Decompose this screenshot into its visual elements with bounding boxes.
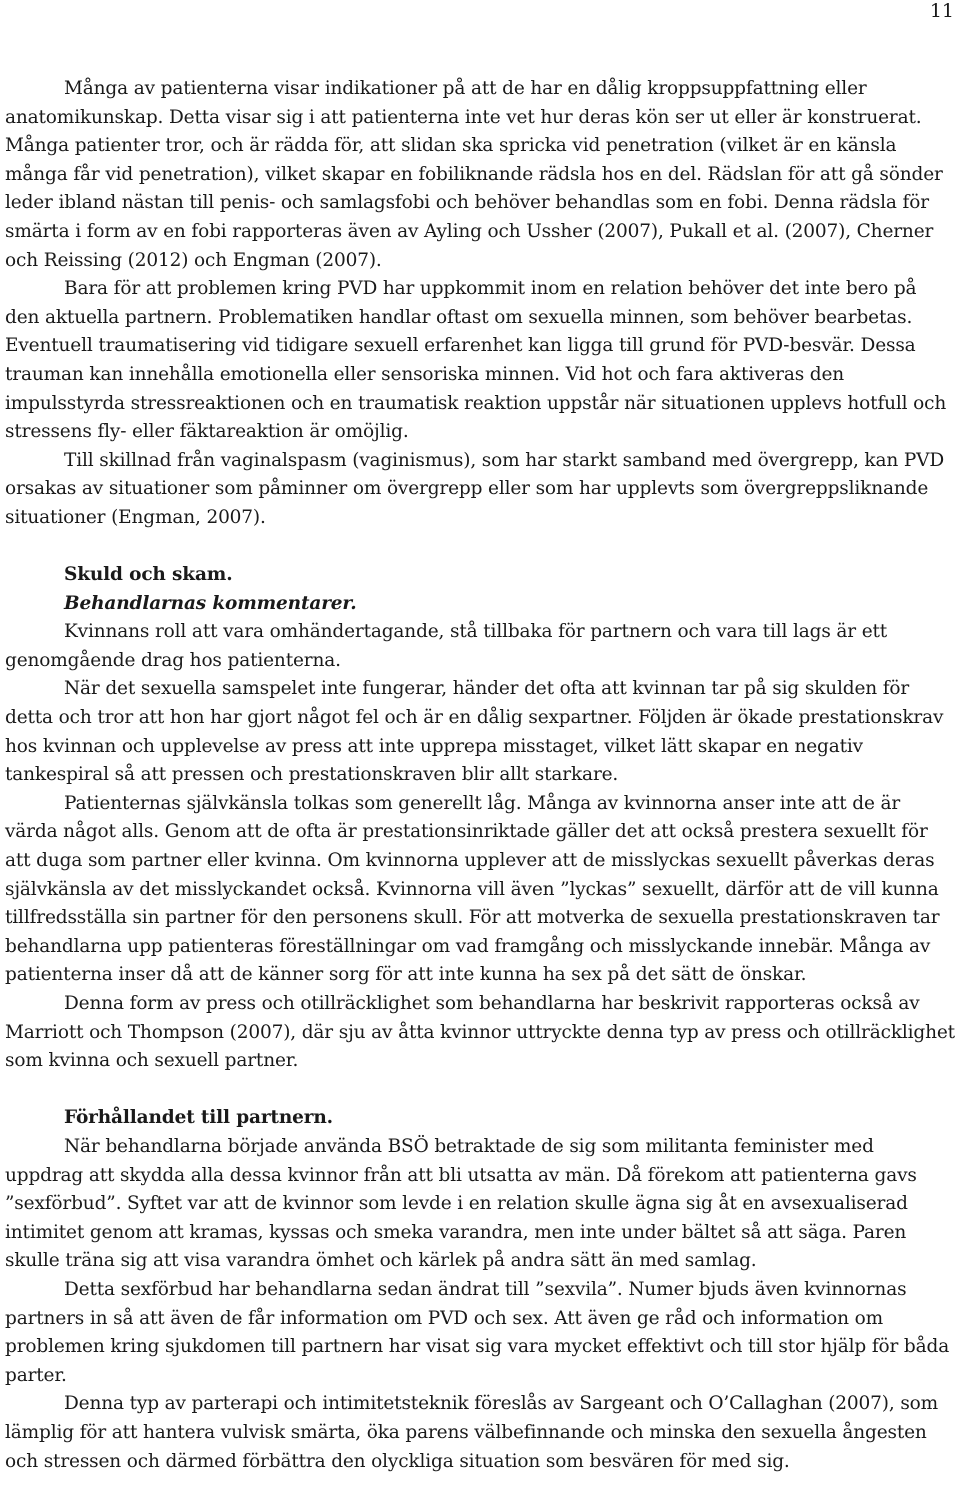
section-subheading: Behandlarnas kommentarer. [64,592,357,614]
paragraph: Detta sexförbud har behandlarna sedan ändrat till ”sexvila”. Numer bjuds även kvinnornas partners in så att även de får information om PVD och sex. Att även ge råd och information om problemen kring sjukdomen till partnern har visat sig vara mycket effektivt och till stor hjälp för båda parter. [5,1278,950,1386]
page-number: 11 [929,0,954,22]
paragraph: Patienternas självkänsla tolkas som generellt låg. Många av kvinnorna anser inte att de är värda något alls. Genom att de ofta är prestationsinriktade gäller det att också prestera sexuellt för att duga som partner eller kvinna. Om kvinnorna upplever att de misslyckas sexuellt påverkas deras självkänsla av det misslyckandet också. Kvinnorna vill även ”lyckas” sexuellt, därför att de vill kunna tillfredsställa sin partner för den personens skull. För att motverka de sexuella prestationskraven tar behandlarna upp patienteras föreställningar om vad framgång och misslyckande innebär. Många av patienterna inser då att de känner sorg för att inte kunna ha sex på det sätt de önskar. [5,792,940,986]
paragraph: Denna form av press och otillräcklighet som behandlarna har beskrivit rapporteras också av Marriott och Thompson (2007), där sju av åtta kvinnor uttryckte denna typ av press och otillräcklighet som kvinna och sexuell partner. [5,993,955,1072]
section-heading: Förhållandet till partnern. [64,1107,333,1129]
section-forhallandet-till-partnern [5,1104,955,1476]
paragraph: Till skillnad från vaginalspasm (vaginismus), som har starkt samband med övergrepp, kan PVD orsakas av situationer som påminner om övergrepp eller som har upplevts som övergreppsliknande situationer (Engman, 2007). [5,449,945,528]
section-spacer [5,1076,955,1105]
paragraph: Bara för att problemen kring PVD har uppkommit inom en relation behöver det inte bero på den aktuella partnern. Problematiken handlar oftast om sexuella minnen, som behöver bearbetas. Eventuell traumatisering vid tidigare sexuell erfarenhet kan ligga till grund för PVD-besvär. Dessa trauman kan innehålla emotionella eller sensoriska minnen. Vid hot och fara aktiveras den impulsstyrda stressreaktionen och en traumatisk reaktion uppstår när situationen upplevs hotfull och stressens fly- eller fäktareaktion är omöjlig. [5,278,947,443]
document-body [5,75,955,1476]
section-introduction [5,75,955,533]
paragraph: Många av patienterna visar indikationer på att de har en dålig kroppsuppfattning eller anatomikunskap. Detta visar sig i att patienterna inte vet hur deras kön ser ut eller är konstruerat. Många patienter tror, och är rädda för, att slidan ska spricka vid penetration (vilket är en känsla många får vid penetration), vilket skapar en fobiliknande rädsla hos en del. Rädslan för att gå sönder leder ibland nästan till penis- och samlagsfobi och behöver behandlas som en fobi. Denna rädsla för smärta i form av en fobi rapporteras även av Ayling och Ussher (2007), Pukall et al. (2007), Cherner och Reissing (2012) och Engman (2007). [5,78,943,271]
section-skuld-och-skam [5,561,955,1076]
paragraph: Denna typ av parterapi och intimitetsteknik föreslås av Sargeant och O’Callaghan (2007), som lämplig för att hantera vulvisk smärta, öka parens välbefinnande och minska den sexuella ångesten och stressen och därmed förbättra den olyckliga situation som besvären för med sig. [5,1393,939,1472]
paragraph: När behandlarna började använda BSÖ betraktade de sig som militanta feminister med uppdrag att skydda alla dessa kvinnor från att bli utsatta av män. Då förekom att patienterna gavs ”sexförbud”. Syftet var att de kvinnor som levde i en relation skulle ägna sig åt en avsexualiserad intimitet genom att kramas, kyssas och smeka varandra, men inte under bältet så att säga. Paren skulle träna sig att visa varandra ömhet och kärlek på andra sätt än med samlag. [5,1135,917,1272]
paragraph: Kvinnans roll att vara omhändertagande, stå tillbaka för partnern och vara till lags är ett genomgående drag hos patienterna. [5,621,888,671]
section-heading: Skuld och skam. [64,564,233,586]
paragraph: När det sexuella samspelet inte fungerar, händer det ofta att kvinnan tar på sig skulden för detta och tror att hon har gjort något fel och är en dålig sexpartner. Följden är ökade prestationskrav hos kvinnan och upplevelse av press att inte upprepa misstaget, vilket lätt skapar en negativ tankespiral så att pressen och prestationskraven blir allt starkare. [5,678,944,786]
section-spacer [5,533,955,562]
